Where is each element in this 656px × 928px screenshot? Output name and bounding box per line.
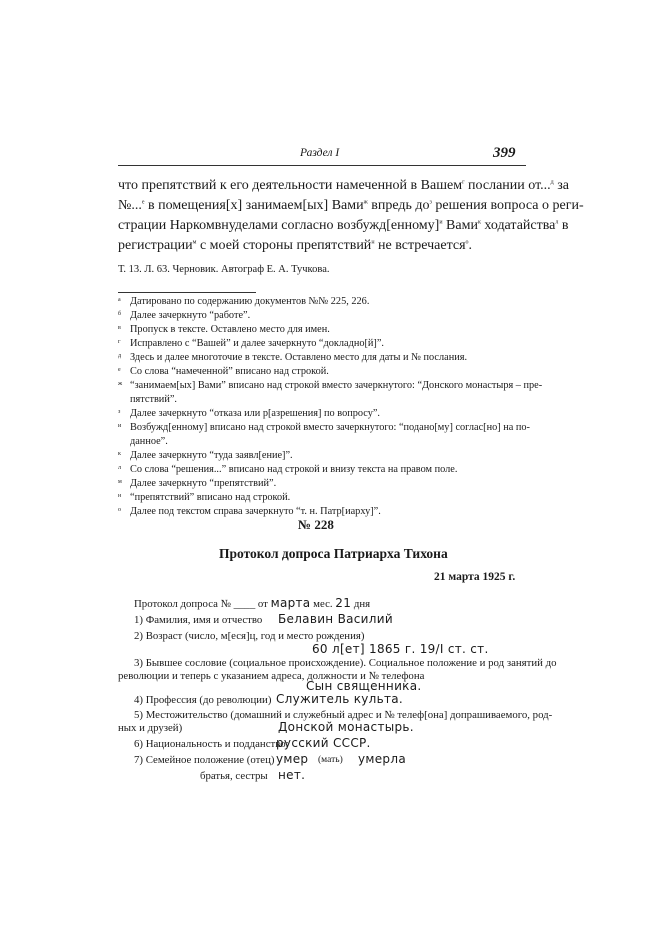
footnote-ref: ж xyxy=(363,199,368,206)
footnote xyxy=(118,324,526,335)
body-line xyxy=(118,198,584,214)
q5-label-line2: ных и друзей) xyxy=(118,722,183,734)
footnote-mark: а xyxy=(118,297,121,303)
footnote-text: “занимаем[ых] Вами” вписано над строкой вместо зачеркнутого: “Донского монастыря – пре- xyxy=(130,380,543,391)
q3-label-line2: революции и теперь с указанием адреса, должности и № телефона xyxy=(118,670,425,682)
q2-answer: 60 л[ет] 1865 г. 19/I ст. ст. xyxy=(312,642,489,656)
document-title: Протокол допроса Патриарха Тихона xyxy=(219,546,448,561)
footnote-ref: о xyxy=(465,239,469,246)
footnote-text: Здесь и далее многоточие в тексте. Оставлено место для даты и № послания. xyxy=(130,352,468,363)
footnote-ref: н xyxy=(371,239,375,246)
body-text-run: за xyxy=(553,178,569,193)
footnote-ref: г xyxy=(462,179,465,186)
footnote-ref: м xyxy=(192,239,197,246)
q6-answer: русский СССР. xyxy=(276,736,371,750)
footnote-ref: к xyxy=(477,219,481,226)
q7-label: 7) Семейное положение (отец) xyxy=(134,754,275,766)
footnote-mark: к xyxy=(118,451,121,457)
document-number: № 228 xyxy=(298,517,334,532)
body-line xyxy=(118,218,569,234)
footnote-ref: и xyxy=(439,219,443,226)
footnote xyxy=(118,380,543,391)
footnote-text: Далее зачеркнуто “препятствий”. xyxy=(130,478,277,489)
footnote-text: Далее под текстом справа зачеркнуто “т. н. Патр[иарху]”. xyxy=(130,506,381,517)
q5-answer: Донской монастырь. xyxy=(278,720,414,734)
footnote xyxy=(118,352,526,363)
intro-day-handwritten: 21 xyxy=(335,596,352,610)
footnote-text: “препятствий” вписано над строкой. xyxy=(130,492,291,503)
footnote xyxy=(118,366,526,377)
protocol-intro xyxy=(134,596,370,610)
body-text-run: в помещения[х] занимаем[ых] Вами xyxy=(144,198,364,213)
footnote-mark: о xyxy=(118,507,121,513)
footnote xyxy=(118,310,526,321)
footnote-mark: з xyxy=(118,409,121,415)
footnote-rule xyxy=(118,292,256,293)
q1-label: 1) Фамилия, имя и отчество xyxy=(134,614,263,626)
body-line xyxy=(118,238,526,254)
body-text-run: послании от... xyxy=(464,178,551,193)
body-text-run: впредь до xyxy=(367,198,430,213)
q1-answer: Белавин Василий xyxy=(278,612,393,626)
intro-month-handwritten: марта xyxy=(270,596,311,610)
q7-mother-answer: умерла xyxy=(358,752,406,766)
q6-label: 6) Национальность и подданство: xyxy=(134,738,289,750)
footnote-mark: е xyxy=(118,367,121,373)
header-rule xyxy=(118,165,526,166)
body-text-run: Вами xyxy=(442,218,478,233)
intro-printed-month: мес. xyxy=(313,598,333,610)
footnote-text: Исправлено с “Вашей” и далее зачеркнуто “докладно[й]”. xyxy=(130,338,384,349)
body-text-run: решения вопроса о реги- xyxy=(431,198,584,213)
footnote-text: Далее зачеркнуто “туда заявл[ение]”. xyxy=(130,450,293,461)
q4-label: 4) Профессия (до революции) xyxy=(134,694,272,706)
footnote-text: Далее зачеркнуто “отказа или р[азрешения] по вопросу”. xyxy=(130,408,381,419)
footnote xyxy=(118,408,526,419)
footnote-ref: л xyxy=(555,219,559,226)
q7-mother-label: (мать) xyxy=(318,755,343,765)
body-text-run: ходатайства xyxy=(480,218,556,233)
footnote xyxy=(118,506,526,517)
footnote xyxy=(118,296,526,307)
body-text-run: страции Наркомвнуделами согласно возбужд[енному] xyxy=(118,218,440,233)
body-text-run: в xyxy=(558,218,569,233)
footnote-continuation: данное”. xyxy=(130,436,168,447)
footnote-mark: м xyxy=(118,479,122,485)
footnote-text: Далее зачеркнуто “работе”. xyxy=(130,310,251,321)
running-header-section: Раздел I xyxy=(300,147,340,159)
footnote xyxy=(118,450,526,461)
document-date: 21 марта 1925 г. xyxy=(434,571,516,583)
body-text-run: что препятствий к его деятельности намеченной в Вашем xyxy=(118,178,463,193)
footnote-ref: з xyxy=(429,199,432,206)
q7-siblings-label: братья, сестры xyxy=(200,770,268,782)
footnote-text: Пропуск в тексте. Оставлено место для имен. xyxy=(130,324,330,335)
footnote-mark: н xyxy=(118,493,122,499)
q5-label-line1: 5) Местожительство (домашний и служебный адрес и № телеф[она] допрашиваемого, род- xyxy=(134,709,553,721)
footnote-mark: и xyxy=(118,423,122,429)
footnote-text: Со слова “намеченной” вписано над строкой. xyxy=(130,366,329,377)
body-text-run: не встречается xyxy=(374,238,466,253)
body-text-run: . xyxy=(468,238,473,253)
footnote-mark: в xyxy=(118,325,121,331)
footnote-ref: е xyxy=(141,199,145,206)
footnote-mark: л xyxy=(118,465,121,471)
footnote xyxy=(118,464,526,475)
intro-printed-day: дня xyxy=(353,598,371,610)
q7-siblings-answer: нет. xyxy=(278,768,306,782)
q2-label: 2) Возраст (число, м[еся]ц, год и место рождения) xyxy=(134,630,365,642)
footnote-text: Возбужд[енному] вписано над строкой вместо зачеркнутого: “подано[му] соглас[но] на по- xyxy=(130,422,530,433)
q3-answer: Сын священника. xyxy=(306,679,422,693)
footnote-mark: б xyxy=(118,311,122,317)
footnote-mark: д xyxy=(118,353,122,359)
body-text-run: регистрации xyxy=(118,238,193,253)
body-text-run: №... xyxy=(118,198,142,213)
body-text-run: с моей стороны препятствий xyxy=(196,238,372,253)
footnote-mark: г xyxy=(118,339,121,345)
q7-father-answer: умер xyxy=(276,752,309,766)
page-number: 399 xyxy=(493,145,516,161)
footnote-text: Датировано по содержанию документов №№ 225, 226. xyxy=(130,296,370,307)
intro-printed: Протокол допроса № ____ от xyxy=(134,598,268,610)
footnote xyxy=(118,492,526,503)
footnote xyxy=(118,478,526,489)
footnote-continuation: пятствий”. xyxy=(130,394,177,405)
footnote-mark: ж xyxy=(118,381,123,387)
body-line xyxy=(118,178,569,194)
footnote xyxy=(118,422,530,433)
q4-answer: Служитель культа. xyxy=(276,692,404,706)
footnote-text: Со слова “решения...” вписано над строкой и внизу текста на правом поле. xyxy=(130,464,458,475)
footnote xyxy=(118,338,526,349)
q3-label-line1: 3) Бывшее сословие (социальное происхождение). Социальное положение и род занятий до xyxy=(134,657,557,669)
footnote-ref: д xyxy=(550,179,554,186)
archival-source-note: Т. 13. Л. 63. Черновик. Автограф Е. А. Тучкова. xyxy=(118,264,330,275)
